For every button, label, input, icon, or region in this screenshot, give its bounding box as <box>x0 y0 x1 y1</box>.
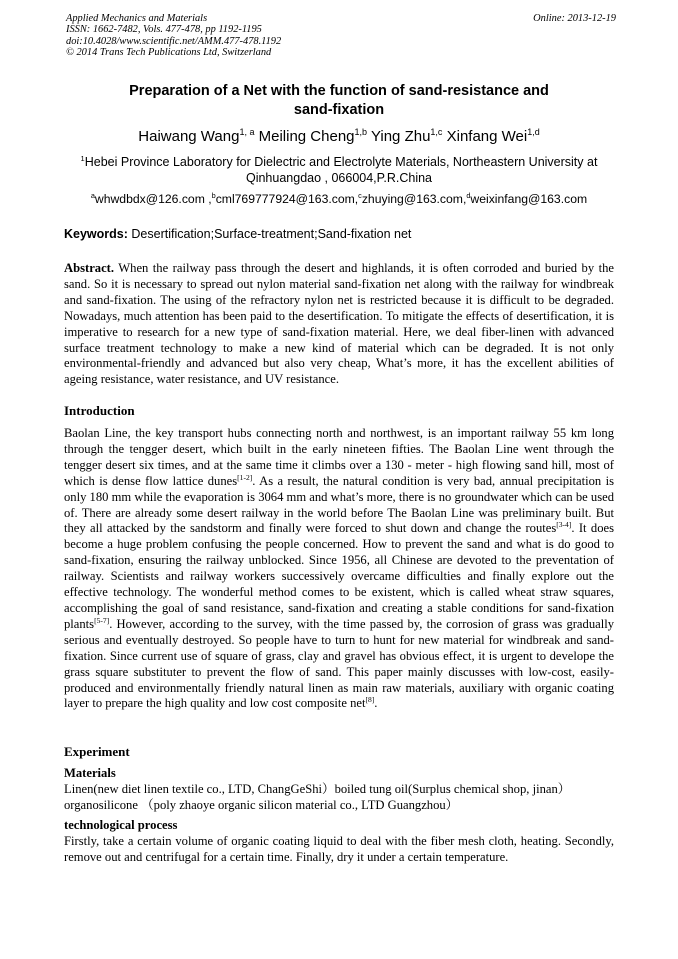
email-list <box>64 191 614 207</box>
paper-title-line-1: Preparation of a Net with the function of sand-resistance and <box>129 83 549 99</box>
journal-name: Applied Mechanics and Materials <box>66 13 208 24</box>
email-address[interactable]: cml769777924@163.com, <box>215 192 359 206</box>
email-superscript: b <box>211 190 216 200</box>
materials-line-2: organosilicone （poly zhaoye organic silicon material co., LTD Guangzhou） <box>64 797 459 812</box>
citation: [8] <box>365 695 375 705</box>
email-superscript: a <box>90 190 95 200</box>
materials-list <box>64 782 614 814</box>
author-name: Xinfang Wei <box>446 128 528 145</box>
author-name: Ying Zhu <box>370 128 431 145</box>
citation: [3-4] <box>556 520 572 530</box>
keywords-text: Desertification;Surface-treatment;Sand-fixation net <box>131 227 412 241</box>
citation: [5-7] <box>94 615 110 625</box>
email-address[interactable]: whwdbdx@126.com , <box>94 192 212 206</box>
author-name: Haiwang Wang <box>138 128 240 145</box>
process-heading: technological process <box>64 818 178 832</box>
abstract <box>64 261 614 388</box>
paper-title-line-2: sand-fixation <box>293 102 385 118</box>
affiliation-superscript: 1 <box>80 153 85 163</box>
affiliation <box>64 154 614 186</box>
email-superscript: d <box>466 190 471 200</box>
journal-copyright: © 2014 Trans Tech Publications Ltd, Switzerland <box>66 47 272 59</box>
process-text: Firstly, take a certain volume of organic coating liquid to deal with the fiber mesh cloth, heating. Secondly, remove out and centrifugal for a certain time. Finally, dry it under a certain temperature. <box>64 834 614 864</box>
experiment-heading: Experiment <box>64 744 130 759</box>
keywords <box>64 226 614 242</box>
intro-text: . As a result, the natural condition is very bad, annual precipitation is only 180 mm while the evaporation is 3064 mm and what’s more, there is no groundwater which can be used of. There are already some desert railway in the world before The Baolan Line was preliminary built. But they all attacked by the sandstorm and finally were forced to shut down and change the routes <box>64 473 615 536</box>
author-superscript: 1,b <box>354 127 368 137</box>
materials-heading: Materials <box>64 766 116 780</box>
introduction-paragraph <box>64 426 614 712</box>
journal-doi: doi:10.4028/www.scientific.net/AMM.477-478.1192 <box>66 35 282 47</box>
intro-text: . It does become a huge problem confusing the people concerned. How to prevent the sand and what is do good to sand-fixation, ensuring the railway unblocked. Since 1956, all Chinese are devoted to the preventation of railway. Scientists and railway workers successively overcame difficulties and finally explore out the effective technology. The wonderful method comes to be existent, which is called wheat straw squares, accomplishing the goal of sand resistance, sand-fixation and creating a stable conditions for sand-fixation plants <box>64 521 614 631</box>
citation: [1-2] <box>237 472 253 482</box>
intro-text: . However, according to the survey, with the time passed by, the corrosion of grass was gradually serious and eventually destroyed. So people have to turn to hunt for new material for windbreak and sand-fixation. Since current use of square of grass, clay and gravel has obvious effect, it is urgent to develope the grass square substituter to prevent the flow of sand. This paper mainly discusses with low-cost, easily-produced and environmentally friendly natural linen as main raw materials, auxiliary with organic coating layer to prepare the high quality and low cost composite net <box>64 616 614 711</box>
intro-text: . <box>374 696 378 711</box>
affiliation-line-2: Qinhuangdao , 066004,P.R.China <box>245 171 433 185</box>
abstract-text: When the railway pass through the desert and highlands, it is often corroded and buried by the sand. So it is necessary to spread out nylon material sand-fixation net along with the railway for windbreak and sand-fixation. The using of the refractory nylon net is restricted because it is difficult to be degraded. Nowadays, much attention has been paid to the desertification. To mitigate the effects of desertification, it is imperative to research for a new type of sand-fixation material. Here, we deal fiber-linen with advanced surface treatment technology to make a new kind of material which can be degraded. It is not only environmental-friendly and advanced but also very cheap, What’s more, it has the excellent abilities of ageing resistance, water resistance, and UV resistance. <box>64 261 614 387</box>
materials-line-1: Linen(new diet linen textile co., LTD, ChangGeShi）boiled tung oil(Surplus chemical shop, jinan） <box>64 782 571 796</box>
author-list <box>64 128 614 146</box>
author-name: Meiling Cheng <box>258 128 355 145</box>
journal-header <box>66 13 616 59</box>
abstract-label: Abstract. <box>64 261 115 275</box>
author-superscript: 1, a <box>239 127 255 137</box>
introduction-heading: Introduction <box>64 403 135 418</box>
online-date: Online: 2013-12-19 <box>533 13 616 24</box>
keywords-label: Keywords: <box>64 227 128 241</box>
journal-issn: ISSN: 1662-7482, Vols. 477-478, pp 1192-1195 <box>66 24 262 36</box>
email-superscript: c <box>358 190 362 200</box>
email-address[interactable]: weixinfang@163.com <box>470 192 588 206</box>
intro-text: Baolan Line, the key transport hubs connecting north and northwest, is an important railway 55 km long through the tengger desert, which built in the early nineteen fifties. The Baolan Line went through the tengger desert six times, and at the same time it climbs over a 130 - meter - high flowing sand hill, most of which is dense flow lattice dunes <box>64 426 614 488</box>
affiliation-line-1: Hebei Province Laboratory for Dielectric and Electrolyte Materials, Northeastern University at <box>84 155 598 169</box>
paper-title <box>64 82 614 120</box>
email-address[interactable]: zhuying@163.com, <box>361 192 467 206</box>
author-superscript: 1,c <box>430 127 443 137</box>
author-superscript: 1,d <box>527 127 540 137</box>
